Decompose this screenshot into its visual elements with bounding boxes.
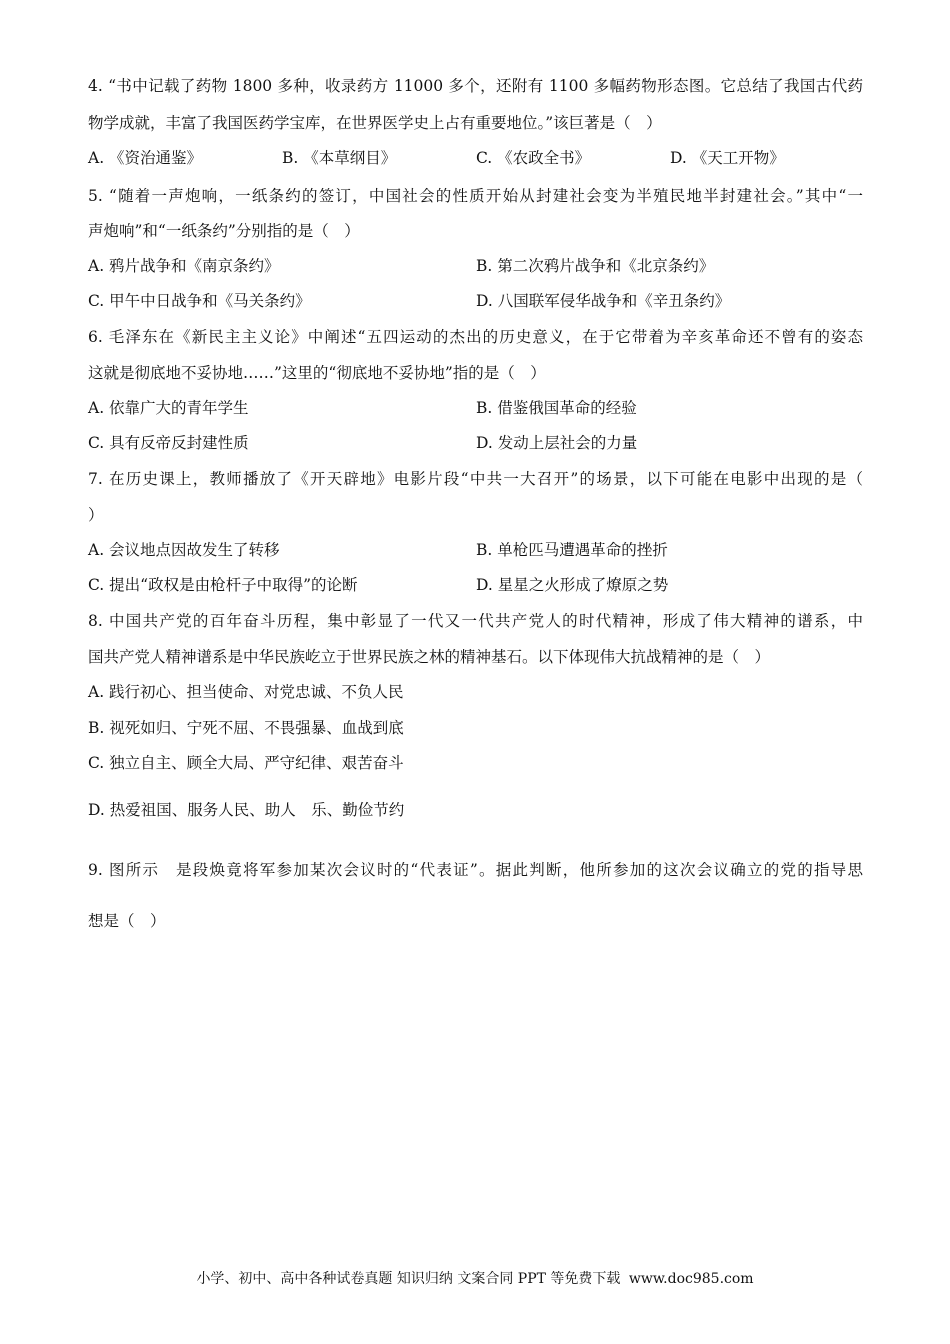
q7-line-1: 7. 在历史课上，教师播放了《开天辟地》电影片段“中共一大召开”的场景，以下可能在电影中出现的是（ xyxy=(88,470,863,488)
q5-option-d: D. 八国联军侵华战争和《辛丑条约》 xyxy=(476,292,731,310)
q5-option-a: A. 鸦片战争和《南京条约》 xyxy=(88,257,280,275)
q4-line-2: 物学成就，丰富了我国医药学宝库，在世界医学史上占有重要地位。”该巨著是（ ） xyxy=(88,114,662,132)
q4-option-d: D. 《天工开物》 xyxy=(670,149,785,167)
q5-line-2: 声炮响”和“一纸条约”分别指的是（ ） xyxy=(88,222,360,240)
footer-url[interactable]: www.doc985.com xyxy=(628,1271,754,1287)
q8-option-d: D. 热爱祖国、服务人民、助人 乐、勤俭节约 xyxy=(88,801,405,819)
footer-text: 小学、初中、高中各种试卷真题 知识归纳 文案合同 PPT 等免费下载 xyxy=(196,1271,621,1287)
q8-line-2: 国共产党人精神谱系是中华民族屹立于世界民族之林的精神基石。以下体现伟大抗战精神的是（ ） xyxy=(88,648,771,666)
q7-option-b: B. 单枪匹马遭遇革命的挫折 xyxy=(476,541,668,559)
q4-option-b: B. 《本草纲目》 xyxy=(282,149,397,167)
q4-option-a: A. 《资治通鉴》 xyxy=(88,149,203,167)
q7-option-d: D. 星星之火形成了燎原之势 xyxy=(476,576,669,594)
q6-option-a: A. 依靠广大的青年学生 xyxy=(88,399,249,417)
q6-option-c: C. 具有反帝反封建性质 xyxy=(88,434,249,452)
q8-line-1: 8. 中国共产党的百年奋斗历程，集中彰显了一代又一代共产党人的时代精神，形成了伟大精神的谱系，中 xyxy=(88,612,863,630)
q7-option-c: C. 提出“政权是由枪杆子中取得”的论断 xyxy=(88,576,358,594)
q6-option-d: D. 发动上层社会的力量 xyxy=(476,434,638,452)
q8-option-a: A. 践行初心、担当使命、对党忠诚、不负人民 xyxy=(88,683,404,701)
q5-option-b: B. 第二次鸦片战争和《北京条约》 xyxy=(476,257,715,275)
q7-option-a: A. 会议地点因故发生了转移 xyxy=(88,541,280,559)
q9-line-1: 9. 图所示 是段焕竟将军参加某次会议时的“代表证”。据此判断，他所参加的这次会议确立的党的指导思 xyxy=(88,861,863,879)
q7-line-2: ） xyxy=(88,506,104,524)
page-footer xyxy=(0,1270,950,1288)
q8-option-c: C. 独立自主、顾全大局、严守纪律、艰苦奋斗 xyxy=(88,754,404,772)
q8-option-b: B. 视死如归、宁死不屈、不畏强暴、血战到底 xyxy=(88,719,404,737)
q9-line-2: 想是（ ） xyxy=(88,912,166,930)
q5-option-c: C. 甲午中日战争和《马关条约》 xyxy=(88,292,311,310)
q4-line-1: 4. “书中记载了药物 1800 多种，收录药方 11000 多个，还附有 1100 多幅药物形态图。它总结了我国古代药 xyxy=(88,77,863,95)
q6-line-1: 6. 毛泽东在《新民主主义论》中阐述“五四运动的杰出的历史意义，在于它带着为辛亥革命还不曾有的姿态 xyxy=(88,328,863,346)
q6-line-2: 这就是彻底地不妥协地……”这里的“彻底地不妥协地”指的是（ ） xyxy=(88,364,546,382)
q6-option-b: B. 借鉴俄国革命的经验 xyxy=(476,399,637,417)
q4-option-c: C. 《农政全书》 xyxy=(476,149,591,167)
q5-line-1: 5. “随着一声炮响，一纸条约的签订，中国社会的性质开始从封建社会变为半殖民地半封建社会。”其中“一 xyxy=(88,187,863,205)
